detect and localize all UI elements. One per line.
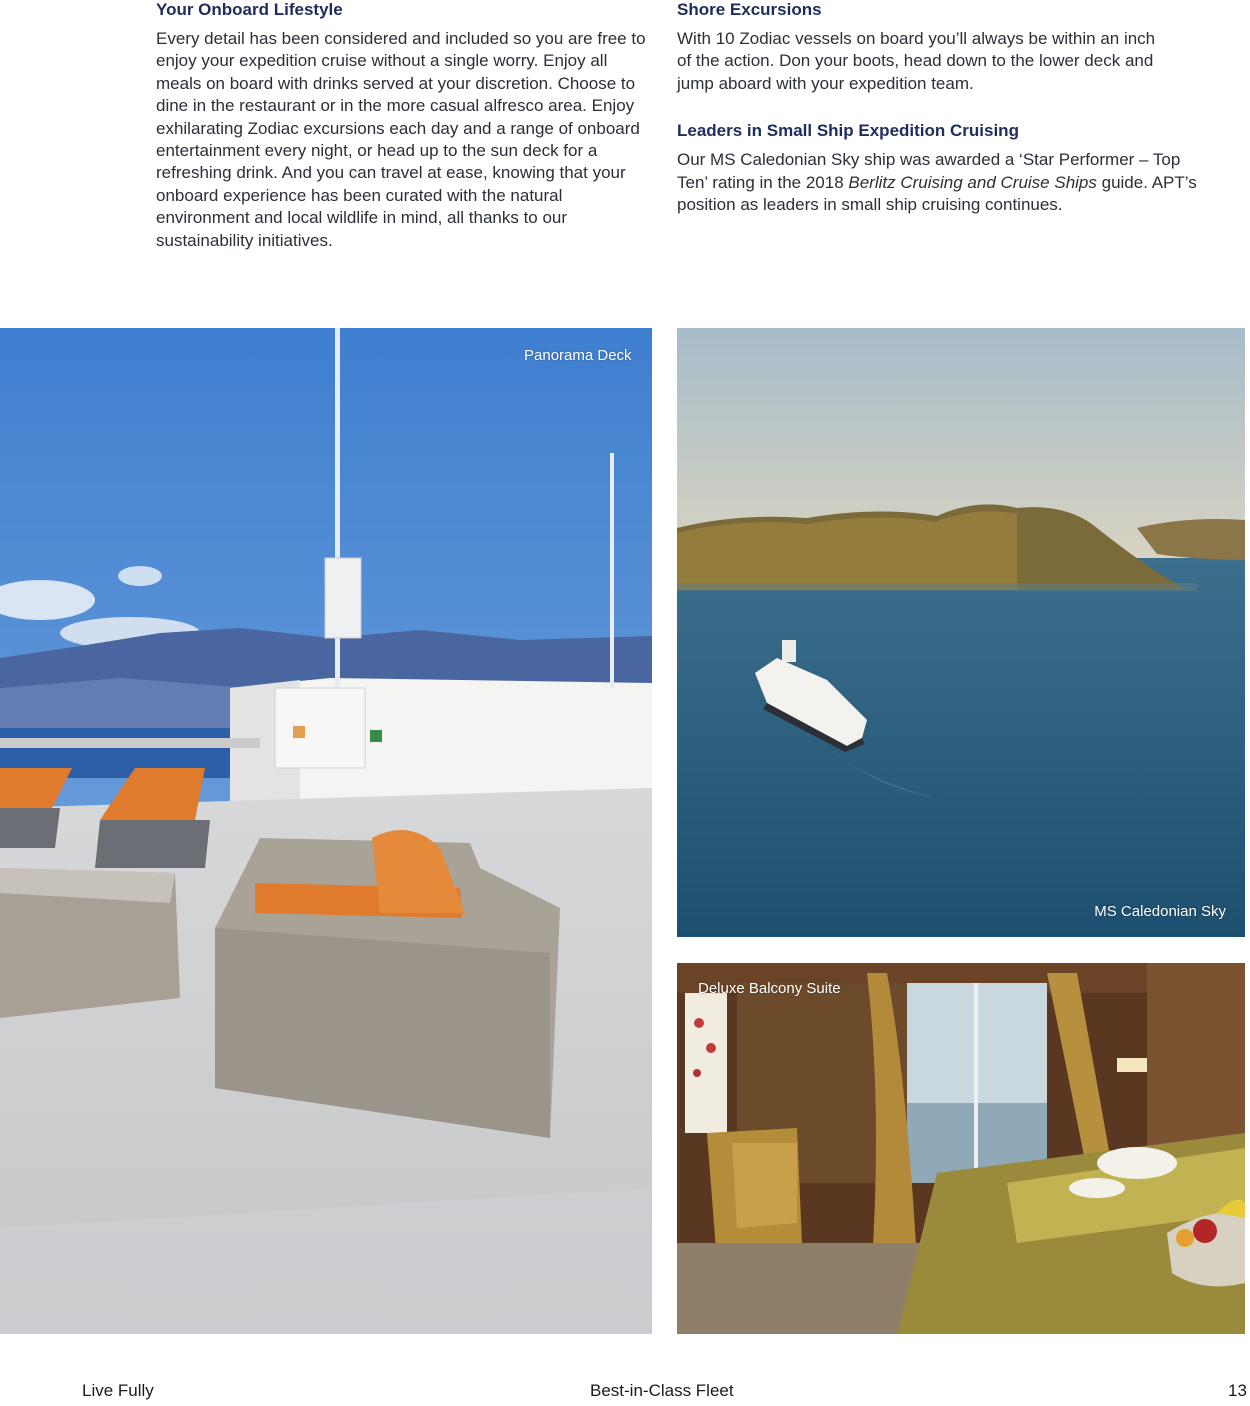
leaders-body-part-2: guide. APT’s position as leaders in small ship cruising continues. — [677, 172, 1197, 215]
panorama-deck-photo — [0, 328, 652, 1334]
left-text-column — [156, 0, 656, 252]
leaders-body-part-1: Our MS Caledonian Sky ship was awarded a ‘Star Performer – Top Ten’ rating in the 2018 — [677, 150, 1181, 192]
leaders-body — [677, 149, 1197, 216]
page-number: 13 — [1228, 1381, 1247, 1400]
shore-excursions-body: With 10 Zodiac vessels on board you’ll always be within an inch of the action. Don your boots, head down to the lower deck and jump aboard with your expedition team. — [677, 29, 1156, 93]
ship-at-sea-illustration — [677, 328, 1245, 937]
right-text-column — [677, 0, 1197, 216]
berlitz-guide-title: Berlitz Cruising and Cruise Ships — [848, 172, 1097, 192]
ms-caledonian-sky-photo — [677, 328, 1245, 937]
onboard-lifestyle-body: Every detail has been considered and included so you are free to enjoy your expedition cruise without a single worry. Enjoy all meals on board with drinks served at your discretion. Choose to dine in the restaurant or in the more casual alfresco area. Enjoy exhilarating Zodiac excursions each day and a range of onboard entertainment every night, or head up to the sun deck for a refreshing drink. And you can travel at ease, knowing that your onboard experience has been curated with the natural environment and local wildlife in mind, all thanks to our sustainability initiatives. — [156, 29, 646, 250]
onboard-lifestyle-heading: Your Onboard Lifestyle — [156, 0, 343, 19]
deluxe-balcony-suite-photo — [677, 963, 1245, 1334]
footer-section-title: Best-in-Class Fleet — [590, 1381, 734, 1400]
deluxe-balcony-suite-caption: Deluxe Balcony Suite — [698, 980, 841, 997]
ms-caledonian-sky-caption: MS Caledonian Sky — [1094, 903, 1226, 920]
shore-excursions-heading: Shore Excursions — [677, 0, 822, 19]
footer-left-label: Live Fully — [82, 1381, 154, 1400]
suite-interior-illustration — [677, 963, 1245, 1334]
panorama-deck-illustration — [0, 328, 652, 1334]
leaders-heading: Leaders in Small Ship Expedition Cruising — [677, 121, 1019, 141]
panorama-deck-caption: Panorama Deck — [524, 347, 632, 364]
